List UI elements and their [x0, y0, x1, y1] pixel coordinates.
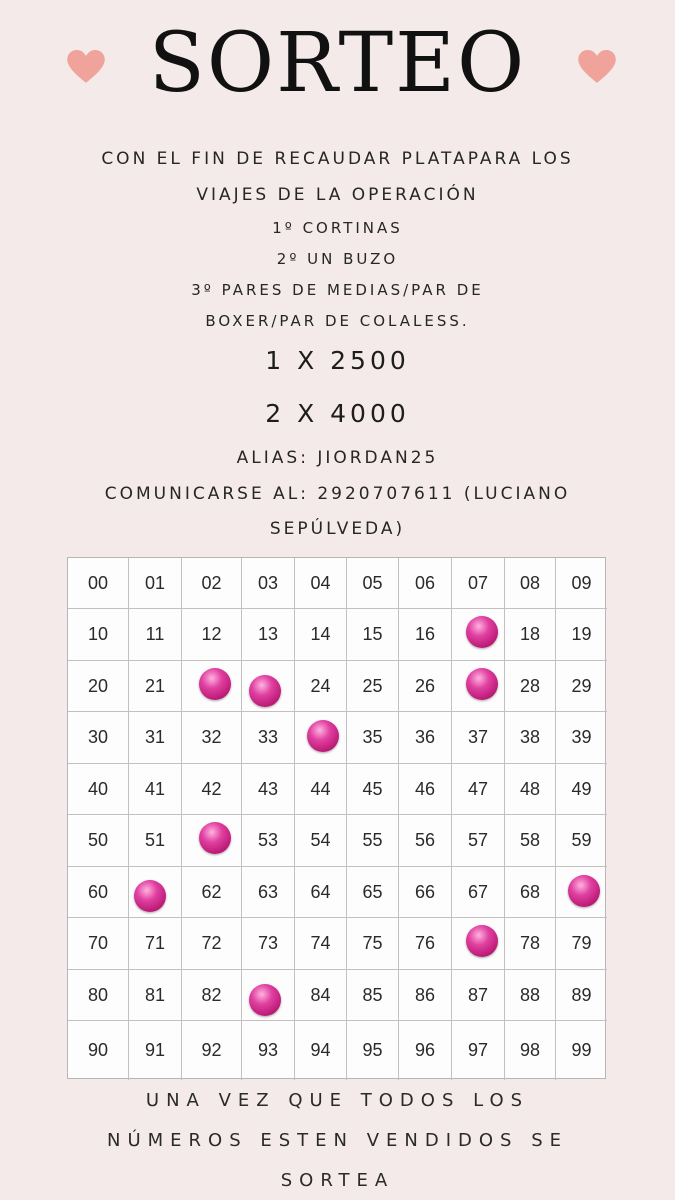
number-cell[interactable]	[242, 1021, 295, 1080]
number-cell[interactable]	[129, 609, 182, 661]
heart-icon	[67, 50, 105, 84]
number-cell[interactable]	[68, 1021, 129, 1080]
number-cell[interactable]	[556, 712, 607, 764]
number-label: 98	[519, 1040, 541, 1060]
description-line-2: VIAJES DE LA OPERACIÓN	[196, 185, 479, 205]
sold-marker	[199, 668, 231, 700]
number-cell[interactable]	[347, 661, 399, 712]
number-label: 03	[257, 572, 279, 593]
number-label: 71	[144, 933, 166, 953]
number-cell[interactable]	[182, 918, 242, 970]
prize-3-line-2: BOXER/PAR DE COLALESS.	[205, 312, 470, 330]
number-label: 35	[362, 727, 383, 747]
description-line-1: CON EL FIN DE RECAUDAR PLATAPARA LOS	[101, 149, 574, 169]
number-label: 05	[362, 572, 383, 593]
number-cell[interactable]	[182, 970, 242, 1021]
number-label: 67	[467, 881, 489, 902]
number-label: 93	[257, 1040, 279, 1060]
number-label: 31	[144, 727, 166, 747]
number-cell[interactable]	[182, 558, 242, 609]
number-label: 81	[144, 984, 166, 1005]
number-label: 68	[519, 881, 541, 902]
number-label: 73	[257, 933, 279, 953]
number-label: 12	[201, 624, 222, 644]
number-label: 40	[87, 778, 109, 799]
number-cell[interactable]	[295, 867, 347, 918]
number-label: 53	[257, 830, 279, 850]
number-cell[interactable]	[347, 918, 399, 970]
number-label: 60	[87, 881, 109, 902]
number-cell[interactable]	[399, 918, 452, 970]
number-label: 11	[145, 624, 165, 644]
number-label: 78	[519, 933, 541, 953]
number-label: 62	[201, 881, 222, 902]
number-label: 43	[257, 778, 279, 799]
number-cell[interactable]	[295, 661, 347, 712]
number-cell[interactable]	[182, 1021, 242, 1080]
number-label: 85	[362, 984, 383, 1005]
number-cell[interactable]	[68, 867, 129, 918]
number-label: 20	[87, 675, 109, 696]
number-label: 18	[519, 624, 541, 644]
number-cell[interactable]	[347, 1021, 399, 1080]
footer-line-3: SORTEA	[280, 1170, 395, 1191]
number-cell[interactable]	[242, 609, 295, 661]
number-cell[interactable]	[347, 558, 399, 609]
number-cell[interactable]	[295, 609, 347, 661]
number-cell[interactable]	[505, 1021, 556, 1080]
number-label: 44	[310, 778, 331, 799]
number-cell[interactable]	[68, 918, 129, 970]
number-cell[interactable]	[556, 1021, 607, 1080]
number-label: 41	[144, 778, 166, 799]
footer-line-2: NÚMEROS ESTEN VENDIDOS SE	[106, 1130, 568, 1151]
number-cell[interactable]	[556, 609, 607, 661]
number-label: 75	[362, 933, 383, 953]
number-cell[interactable]	[295, 558, 347, 609]
number-cell[interactable]	[452, 558, 505, 609]
price-one-number: 1 X 2500	[265, 346, 410, 375]
contact-line-1: COMUNICARSE AL: 2920707611 (LUCIANO	[104, 484, 571, 504]
number-label: 50	[87, 830, 109, 850]
number-label: 38	[519, 727, 541, 747]
number-cell[interactable]	[399, 764, 452, 815]
contact-line-2: SEPÚLVEDA)	[269, 519, 406, 539]
heart-icon	[578, 50, 616, 84]
number-label: 80	[87, 984, 109, 1005]
number-label: 64	[310, 881, 331, 902]
number-cell[interactable]	[452, 1021, 505, 1080]
prize-2: 2º UN BUZO	[276, 250, 399, 268]
number-label: 48	[519, 778, 541, 799]
number-label: 01	[144, 572, 166, 593]
sold-marker	[249, 984, 281, 1016]
number-label: 47	[467, 778, 489, 799]
number-cell[interactable]	[452, 970, 505, 1021]
sold-marker	[466, 925, 498, 957]
number-cell[interactable]	[68, 815, 129, 867]
number-cell[interactable]	[399, 558, 452, 609]
number-cell[interactable]	[556, 661, 607, 712]
number-label: 45	[362, 778, 383, 799]
number-cell[interactable]	[129, 764, 182, 815]
number-label: 02	[201, 572, 222, 593]
number-label: 65	[362, 881, 383, 902]
number-cell[interactable]	[505, 661, 556, 712]
number-label: 30	[87, 727, 109, 747]
number-label: 28	[519, 675, 541, 696]
number-cell[interactable]	[505, 764, 556, 815]
number-label: 72	[201, 933, 222, 953]
sold-marker	[568, 875, 600, 907]
number-label: 25	[362, 675, 383, 696]
number-label: 06	[414, 572, 436, 593]
number-label: 96	[414, 1040, 436, 1060]
number-cell[interactable]	[505, 609, 556, 661]
number-label: 36	[414, 727, 436, 747]
sold-marker	[307, 720, 339, 752]
number-label: 97	[467, 1040, 489, 1060]
number-label: 94	[310, 1040, 331, 1060]
price-two-numbers: 2 X 4000	[265, 399, 410, 428]
number-label: 04	[310, 572, 331, 593]
number-cell[interactable]	[242, 815, 295, 867]
footer-line-1: UNA VEZ QUE TODOS LOS	[145, 1090, 530, 1111]
number-label: 88	[519, 984, 541, 1005]
number-cell[interactable]	[505, 712, 556, 764]
number-label: 32	[201, 727, 222, 747]
number-cell[interactable]	[242, 558, 295, 609]
number-label: 58	[519, 830, 541, 850]
number-cell[interactable]	[182, 764, 242, 815]
number-cell[interactable]	[129, 918, 182, 970]
number-label: 86	[414, 984, 436, 1005]
sold-marker	[466, 668, 498, 700]
number-cell[interactable]	[295, 918, 347, 970]
number-label: 87	[467, 984, 489, 1005]
number-label: 33	[257, 727, 279, 747]
number-cell[interactable]	[399, 1021, 452, 1080]
number-cell[interactable]	[452, 815, 505, 867]
number-cell[interactable]	[182, 867, 242, 918]
number-cell[interactable]	[129, 970, 182, 1021]
number-label: 00	[87, 572, 109, 593]
number-cell[interactable]	[129, 558, 182, 609]
number-cell[interactable]	[68, 764, 129, 815]
number-label: 09	[571, 572, 592, 593]
number-cell[interactable]	[452, 867, 505, 918]
number-cell[interactable]	[452, 764, 505, 815]
page-title: SORTEO	[148, 16, 527, 111]
number-label: 29	[571, 675, 592, 696]
number-cell[interactable]	[347, 712, 399, 764]
number-label: 42	[201, 778, 222, 799]
number-label: 14	[310, 624, 331, 644]
number-cell[interactable]	[347, 764, 399, 815]
number-cell[interactable]	[68, 970, 129, 1021]
sold-marker	[249, 675, 281, 707]
number-cell[interactable]	[295, 815, 347, 867]
number-cell[interactable]	[556, 918, 607, 970]
number-cell[interactable]	[347, 867, 399, 918]
prize-3-line-1: 3º PARES DE MEDIAS/PAR DE	[191, 281, 484, 299]
number-label: 16	[414, 624, 436, 644]
number-cell[interactable]	[242, 764, 295, 815]
number-label: 57	[467, 830, 489, 850]
number-cell[interactable]	[399, 815, 452, 867]
number-cell[interactable]	[242, 867, 295, 918]
number-cell[interactable]	[347, 815, 399, 867]
number-label: 82	[201, 984, 222, 1005]
number-cell[interactable]	[129, 1021, 182, 1080]
number-label: 54	[310, 830, 331, 850]
number-label: 24	[310, 675, 331, 696]
number-cell[interactable]	[399, 970, 452, 1021]
number-label: 89	[571, 984, 592, 1005]
number-cell[interactable]	[68, 609, 129, 661]
number-cell[interactable]	[556, 764, 607, 815]
number-label: 66	[414, 881, 436, 902]
number-cell[interactable]	[129, 712, 182, 764]
number-cell[interactable]	[182, 712, 242, 764]
number-cell[interactable]	[505, 867, 556, 918]
number-cell[interactable]	[242, 918, 295, 970]
number-label: 90	[87, 1040, 109, 1060]
number-label: 55	[362, 830, 383, 850]
number-cell[interactable]	[399, 867, 452, 918]
number-cell[interactable]	[347, 609, 399, 661]
number-label: 91	[144, 1040, 166, 1060]
number-cell[interactable]	[242, 712, 295, 764]
number-cell[interactable]	[129, 815, 182, 867]
number-label: 59	[571, 830, 592, 850]
sold-marker	[199, 822, 231, 854]
number-cell[interactable]	[556, 815, 607, 867]
number-cell[interactable]	[556, 970, 607, 1021]
number-label: 07	[467, 572, 489, 593]
number-label: 13	[257, 624, 279, 644]
number-label: 92	[201, 1040, 222, 1060]
number-label: 51	[144, 830, 166, 850]
number-label: 49	[571, 778, 592, 799]
number-label: 84	[310, 984, 331, 1005]
number-cell[interactable]	[556, 558, 607, 609]
number-cell[interactable]	[68, 558, 129, 609]
number-label: 74	[310, 933, 331, 953]
sold-marker	[466, 616, 498, 648]
number-cell[interactable]	[505, 815, 556, 867]
number-label: 08	[519, 572, 541, 593]
number-label: 10	[87, 624, 109, 644]
sold-marker	[134, 880, 166, 912]
number-grid	[67, 557, 606, 1079]
number-cell[interactable]	[68, 712, 129, 764]
number-cell[interactable]	[505, 918, 556, 970]
number-label: 95	[362, 1040, 383, 1060]
number-cell[interactable]	[347, 970, 399, 1021]
number-label: 39	[571, 727, 592, 747]
number-label: 63	[257, 881, 279, 902]
number-cell[interactable]	[295, 1021, 347, 1080]
number-label: 26	[414, 675, 436, 696]
number-label: 19	[571, 624, 592, 644]
number-label: 79	[571, 933, 592, 953]
number-label: 21	[144, 675, 166, 696]
number-cell[interactable]	[68, 661, 129, 712]
number-cell[interactable]	[295, 764, 347, 815]
number-cell[interactable]	[505, 558, 556, 609]
number-label: 99	[571, 1040, 592, 1060]
number-label: 37	[467, 727, 489, 747]
number-cell[interactable]	[505, 970, 556, 1021]
number-cell[interactable]	[399, 609, 452, 661]
number-cell[interactable]	[182, 609, 242, 661]
number-label: 15	[362, 624, 383, 644]
number-label: 70	[87, 933, 109, 953]
prize-1: 1º CORTINAS	[272, 219, 403, 237]
number-cell[interactable]	[399, 712, 452, 764]
number-cell[interactable]	[399, 661, 452, 712]
number-label: 56	[414, 830, 436, 850]
number-cell[interactable]	[295, 970, 347, 1021]
number-cell[interactable]	[129, 661, 182, 712]
number-cell[interactable]	[452, 712, 505, 764]
alias-text: ALIAS: JIORDAN25	[236, 448, 439, 468]
number-label: 46	[414, 778, 436, 799]
number-label: 76	[414, 933, 436, 953]
